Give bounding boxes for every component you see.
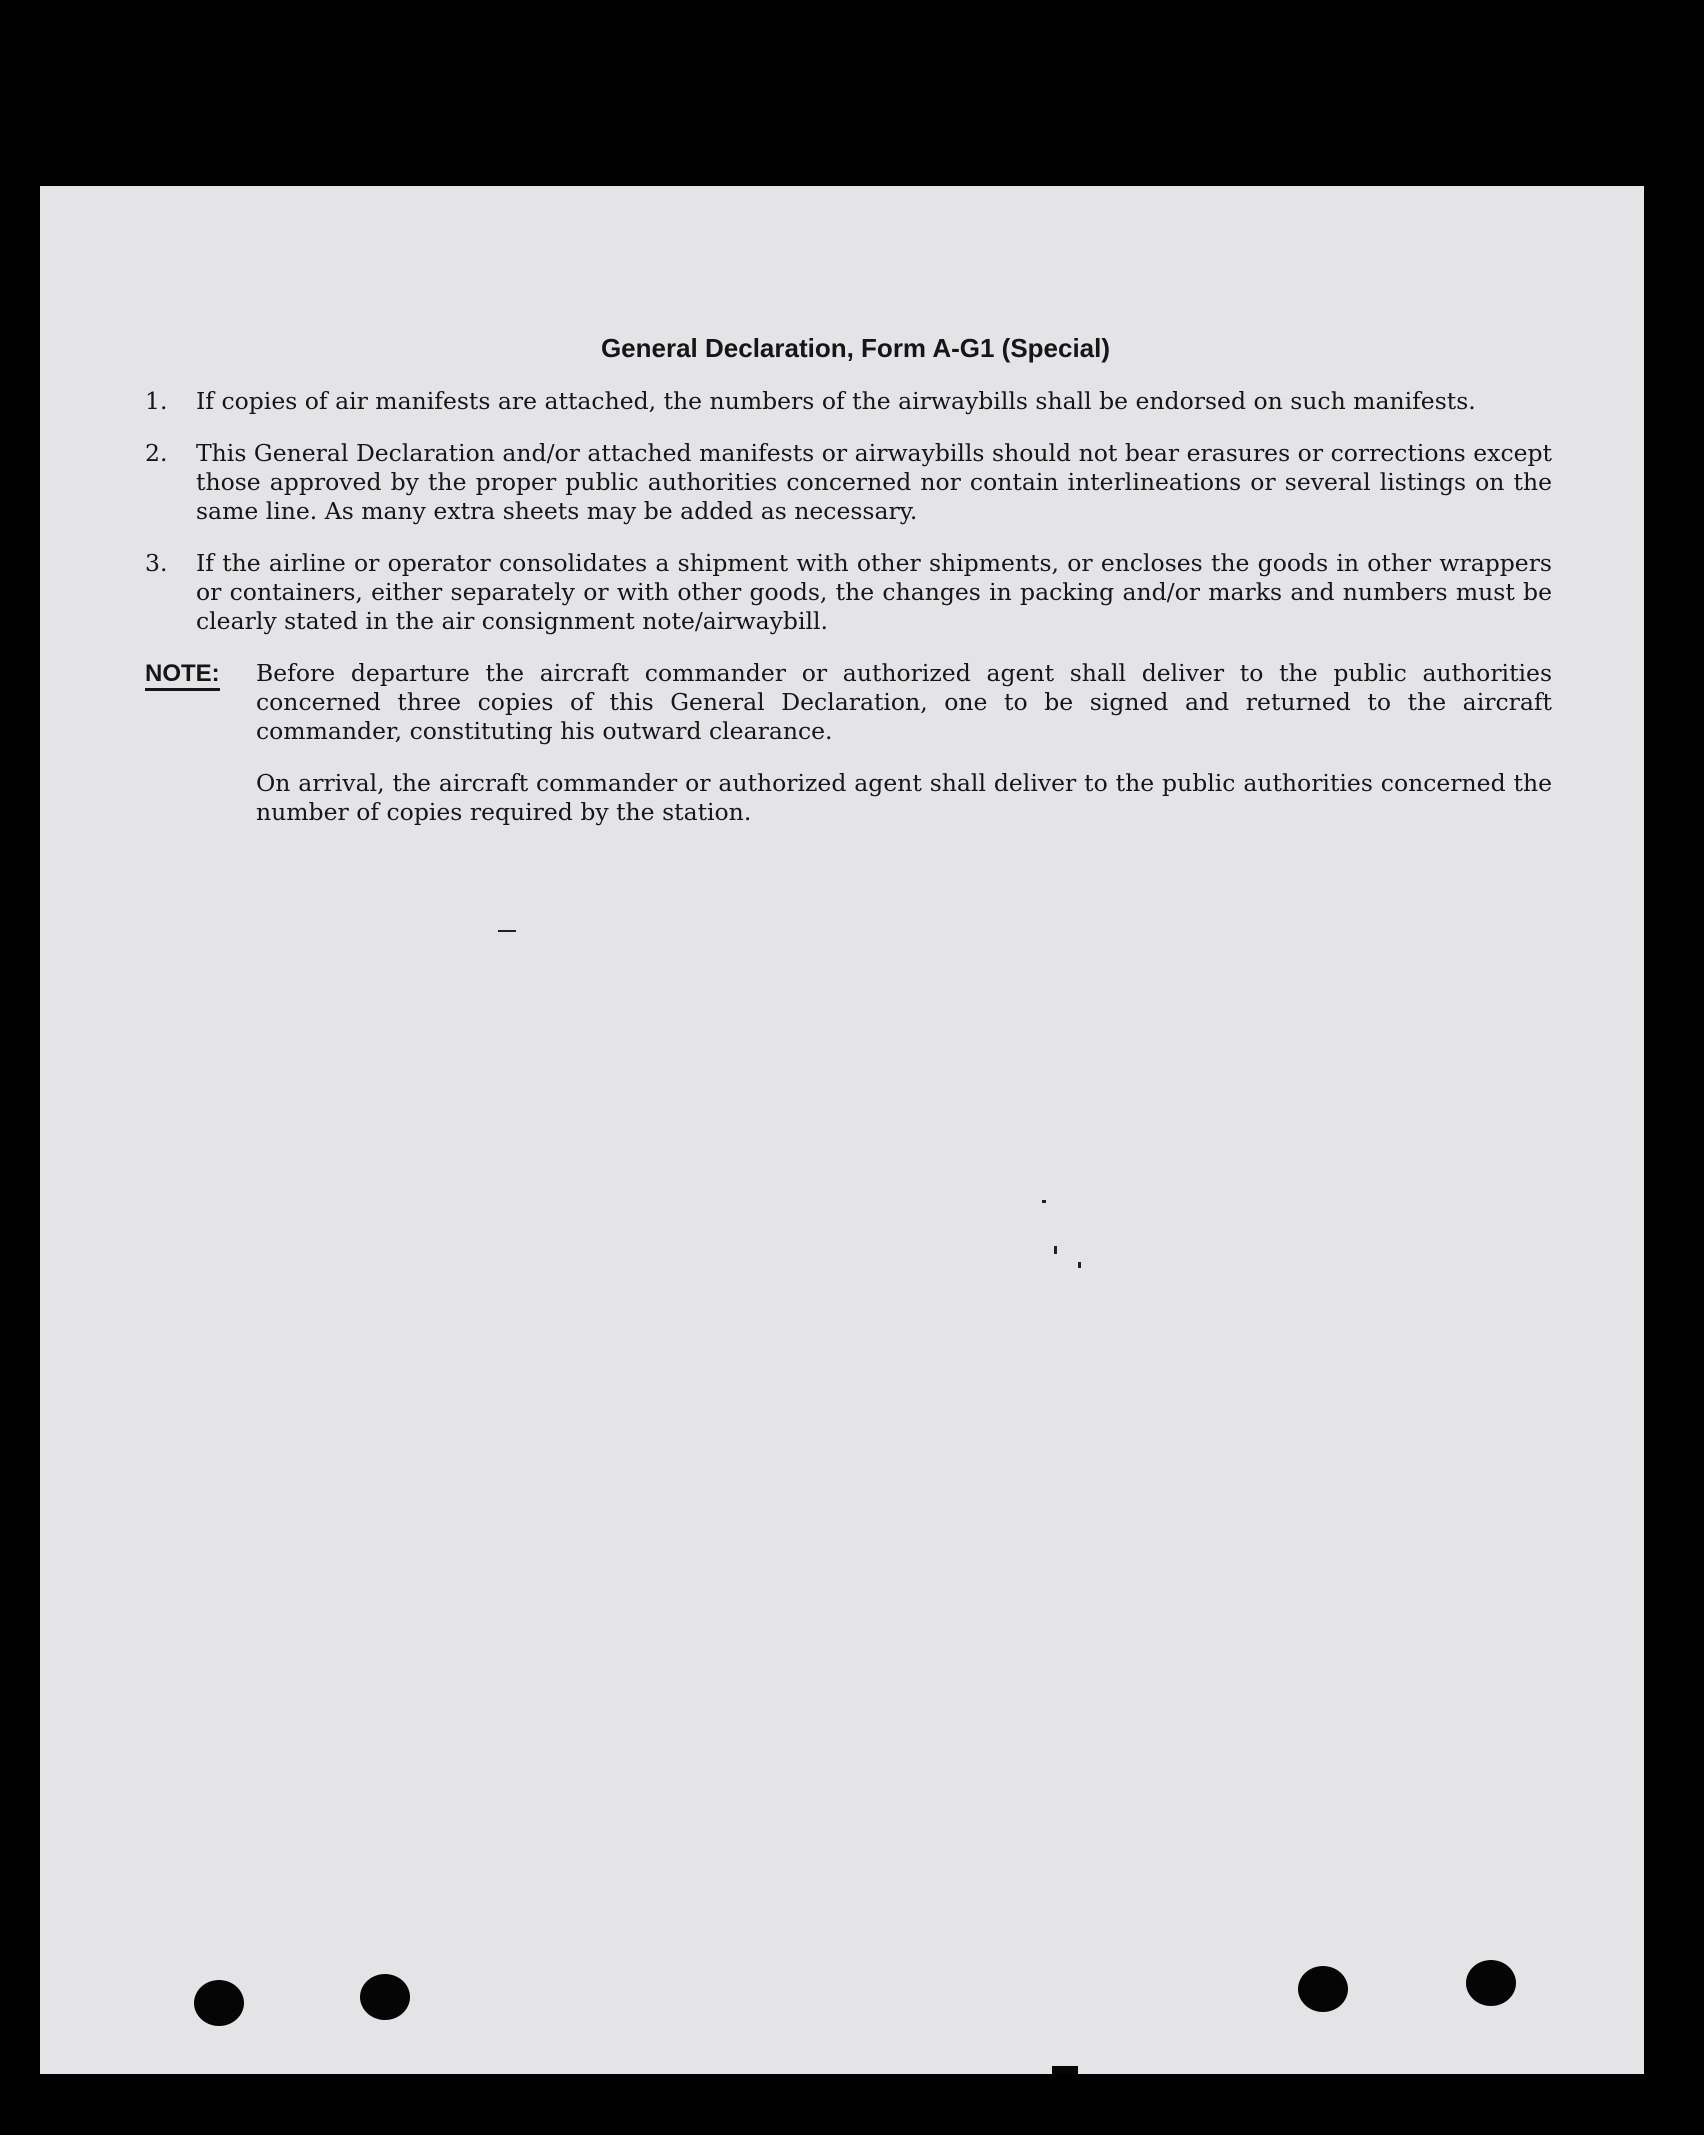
item-text: If copies of air manifests are attached, the numbers of the airwaybills shall be endorsed on such manifests. xyxy=(196,387,1476,415)
punch-hole-1 xyxy=(194,1980,244,2026)
note-paragraph-2: On arrival, the aircraft commander or authorized agent shall deliver to the public authorities concerned the number of copies required by the station. xyxy=(256,769,1552,826)
instruction-item-1 xyxy=(145,387,1552,416)
document-body xyxy=(145,334,1552,827)
item-text: If the airline or operator consolidates a shipment with other shipments, or encloses the goods in other wrappers or containers, either separately or with other goods, the changes in packing and/or marks and numbers must be clearly stated in the air consignment note/airwaybill. xyxy=(196,549,1552,635)
scan-speck xyxy=(1042,1200,1046,1203)
document-sheet xyxy=(40,186,1644,2074)
scan-speck xyxy=(498,930,516,932)
note-section xyxy=(145,659,1552,746)
punch-hole-4 xyxy=(1466,1960,1516,2006)
punch-hole-2 xyxy=(360,1974,410,2020)
item-number: 3. xyxy=(145,549,168,577)
punch-hole-3 xyxy=(1298,1966,1348,2012)
scan-speck xyxy=(1054,1246,1057,1254)
item-number: 1. xyxy=(145,387,168,415)
scan-speck xyxy=(1078,1262,1081,1268)
note-paragraph-1: Before departure the aircraft commander or authorized agent shall deliver to the public authorities concerned three copies of this General Declaration, one to be signed and returned to the aircraft commander, constituting his outward clearance. xyxy=(256,659,1552,745)
note-label-text: NOTE: xyxy=(145,660,220,691)
document-title: General Declaration, Form A-G1 (Special) xyxy=(600,333,1111,363)
instruction-item-3 xyxy=(145,549,1552,636)
note-label xyxy=(145,659,256,746)
scan-speck xyxy=(1052,2066,1078,2074)
item-number: 2. xyxy=(145,439,168,467)
item-text: This General Declaration and/or attached manifests or airwaybills should not bear erasures or corrections except those approved by the proper public authorities concerned nor contain interlineations or several listings on the same line. As many extra sheets may be added as necessary. xyxy=(196,439,1552,525)
instruction-item-2 xyxy=(145,439,1552,526)
